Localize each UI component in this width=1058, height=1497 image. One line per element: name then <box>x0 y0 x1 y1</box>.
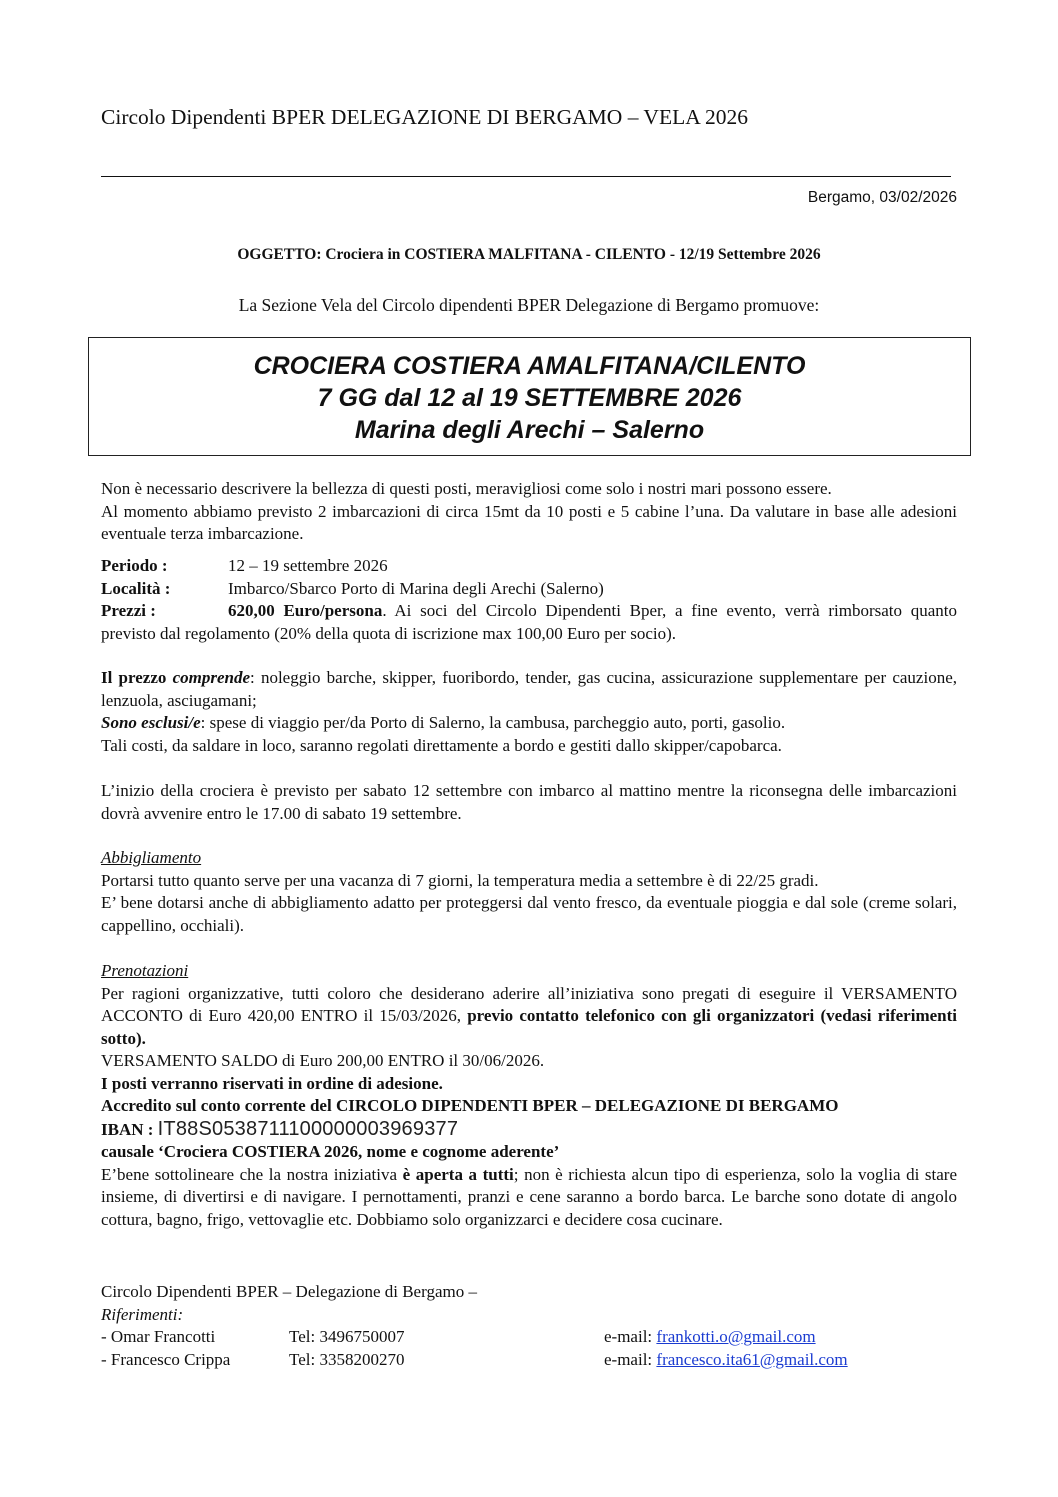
contacts-table <box>101 1326 957 1371</box>
price-section <box>101 667 957 757</box>
contact-email-cell <box>604 1326 957 1349</box>
description-paragraph-2: Al momento abbiamo previsto 2 imbarcazioni di circa 15mt da 10 posti e 5 cabine l’una. Da valutare in base alle adesioni eventuale terza imbarcazione. <box>101 501 957 543</box>
prezzi-label: Prezzi : <box>101 601 156 620</box>
booking-section <box>101 960 957 1231</box>
booking-heading: Prenotazioni <box>101 961 189 980</box>
iban-row <box>101 1118 957 1142</box>
description-paragraph-1: Non è necessario descrivere la bellezza di questi posti, meravigliosi come solo i nostri mari possono essere. <box>101 479 832 498</box>
clothing-heading: Abbigliamento <box>101 848 202 867</box>
header-title: Circolo Dipendenti BPER DELEGAZIONE DI BERGAMO – VELA 2026 <box>101 105 748 129</box>
price-local-costs: Tali costi, da saldare in loco, saranno regolati direttamente a bordo e gestiti dallo skipper/capobarca. <box>101 735 782 755</box>
details-section <box>101 555 957 645</box>
clothing-line-2: E’ bene dotarsi anche di abbigliamento adatto per proteggersi dal vento fresco, da eventuale pioggia e dal sole (creme solari, cappellino, occhiali). <box>101 893 957 935</box>
price-includes <box>101 667 957 712</box>
booking-contact-note: previo contatto telefonico con gli organizzatori (vedasi riferimenti sotto). <box>101 1006 957 1048</box>
description-section <box>101 478 957 546</box>
periodo-row <box>101 555 957 578</box>
price-includes-text: : noleggio barche, skipper, fuoribordo, tender, gas cucina, assicurazione supplementare per cauzione, lenzuola, asciugamani; <box>101 668 957 710</box>
iban-value: IT88S0538711100000003969377 <box>157 1117 459 1140</box>
closing-paragraph <box>101 1164 957 1232</box>
subject-line: OGGETTO: Crociera in COSTIERA MALFITANA - CILENTO - 12/19 Settembre 2026 <box>237 246 821 263</box>
localita-value: Imbarco/Sbarco Porto di Marina degli Arechi (Salerno) <box>228 578 604 598</box>
footer-org: Circolo Dipendenti BPER – Delegazione di Bergamo – <box>101 1282 477 1301</box>
start-section <box>101 780 957 825</box>
localita-row <box>101 578 957 601</box>
contact-email-cell <box>604 1349 957 1372</box>
prezzi-row <box>101 600 957 645</box>
contact-email-link[interactable]: francesco.ita61@gmail.com <box>656 1349 848 1369</box>
price-excludes <box>101 712 957 735</box>
periodo-label: Periodo : <box>101 556 168 575</box>
contact-phone: Tel: 3358200270 <box>289 1349 405 1369</box>
booking-order-note: I posti verranno riservati in ordine di adesione. <box>101 1073 443 1093</box>
contact-email-label: e-mail: <box>604 1327 657 1346</box>
payment-reason: causale ‘Crociera COSTIERA 2026, nome e cognome aderente’ <box>101 1142 560 1161</box>
booking-deposit <box>101 983 957 1051</box>
event-title-box <box>88 337 971 456</box>
iban-label: IBAN : <box>101 1119 158 1139</box>
start-paragraph: L’inizio della crociera è previsto per sabato 12 settembre con imbarco al mattino mentre la riconsegna delle imbarcazioni dovrà avvenire entro le 17.00 di sabato 19 settembre. <box>101 781 957 823</box>
price-includes-lead: Il prezzo <box>101 668 173 687</box>
clothing-section <box>101 847 957 937</box>
document-date: Bergamo, 03/02/2026 <box>807 189 957 206</box>
closing-text-a: E’bene sottolineare che la nostra iniziativa <box>101 1164 403 1184</box>
footer-section <box>101 1281 957 1371</box>
contact-phone: Tel: 3496750007 <box>289 1327 405 1346</box>
prezzi-note: . Ai soci del Circolo Dipendenti Bper, a fine evento, verrà rimborsato quanto previsto dal regolamento (20% della quota di iscrizione max 100,00 Euro per socio). <box>101 601 957 643</box>
event-dates: 7 GG dal 12 al 19 SETTEMBRE 2026 <box>317 384 742 412</box>
booking-balance: VERSAMENTO SALDO di Euro 200,00 ENTRO il 30/06/2026. <box>101 1051 545 1070</box>
booking-deposit-text: Per ragioni organizzative, tutti coloro che desiderano aderire all’iniziativa sono pregati di eseguire il VERSAMENTO ACCONTO di Euro 420,00 ENTRO il 15/03/2026, <box>101 983 957 1025</box>
footer-references-label: Riferimenti: <box>101 1304 184 1324</box>
closing-open-to-all: è aperta a tutti <box>402 1164 514 1184</box>
price-excludes-keyword: Sono esclusi/e <box>101 713 201 732</box>
contact-name: - Omar Francotti <box>101 1327 216 1346</box>
bank-account-line: Accredito sul conto corrente del CIRCOLO DIPENDENTI BPER – DELEGAZIONE DI BERGAMO <box>101 1096 839 1115</box>
header-divider <box>101 176 951 177</box>
contact-name: - Francesco Crippa <box>101 1349 231 1369</box>
contact-email-label: e-mail: <box>604 1349 657 1369</box>
periodo-value: 12 – 19 settembre 2026 <box>228 556 388 575</box>
intro-line: La Sezione Vela del Circolo dipendenti BPER Delegazione di Bergamo promuove: <box>238 295 820 315</box>
event-title: CROCIERA COSTIERA AMALFITANA/CILENTO <box>253 352 806 380</box>
prezzi-amount: 620,00 Euro/persona <box>228 601 383 620</box>
contact-email-link[interactable]: frankotti.o@gmail.com <box>656 1327 816 1346</box>
clothing-line-1: Portarsi tutto quanto serve per una vacanza di 7 giorni, la temperatura media a settembre è di 22/25 gradi. <box>101 870 819 890</box>
event-location: Marina degli Arechi – Salerno <box>354 416 705 444</box>
closing-text-b: ; non è richiesta alcun tipo di esperienza, solo la voglia di stare insieme, di divertirsi e di navigare. I pernottamenti, pranzi e cene saranno a bordo barca. Le barche sono dotate di angolo cottura, bagno, frigo, vettovaglie etc. Dobbiamo solo organizzarci e decidere cosa cucinare. <box>101 1164 957 1229</box>
price-excludes-text: : spese di viaggio per/da Porto di Salerno, la cambusa, parcheggio auto, porti, gasolio. <box>200 713 786 732</box>
localita-label: Località : <box>101 578 171 598</box>
price-includes-keyword: comprende <box>172 668 251 687</box>
